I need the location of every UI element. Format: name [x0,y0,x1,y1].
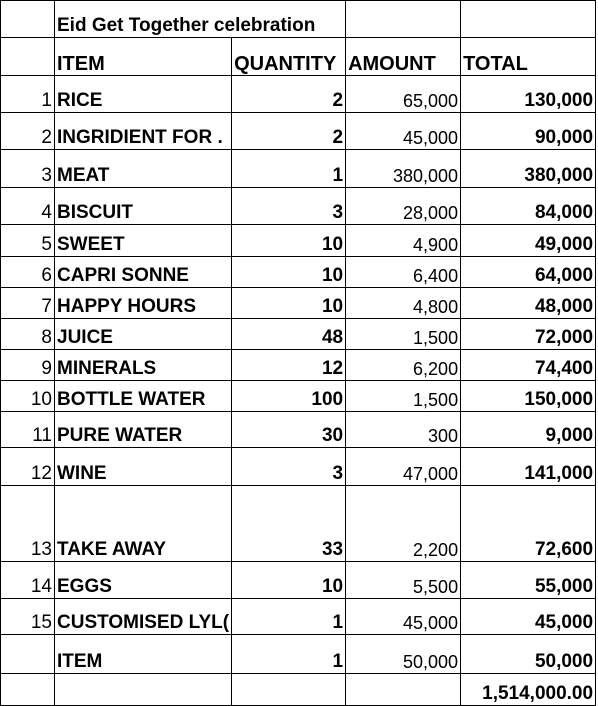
cell-blank[interactable] [1,1,55,38]
table-row [1,381,596,412]
quantity-cell[interactable]: 10 [232,288,346,319]
total-cell[interactable]: 150,000 [461,381,596,412]
table-row [1,76,596,113]
table-row [1,448,596,486]
quantity-cell[interactable]: 10 [232,225,346,257]
row-number[interactable]: 12 [1,448,55,486]
header-item[interactable]: ITEM [55,38,232,76]
total-cell[interactable]: 90,000 [461,113,596,150]
table-row [1,288,596,319]
row-number[interactable]: 13 [1,486,55,562]
item-name[interactable]: INGRIDIENT FOR . [55,113,232,150]
item-name[interactable]: BOTTLE WATER [55,381,232,412]
cell-blank[interactable] [1,38,55,76]
item-name[interactable]: WINE [55,448,232,486]
sheet-title[interactable]: Eid Get Together celebration [55,1,346,38]
quantity-cell[interactable]: 1 [232,599,346,635]
quantity-cell[interactable]: 33 [232,486,346,562]
quantity-cell[interactable]: 2 [232,76,346,113]
amount-cell[interactable]: 380,000 [346,150,461,188]
quantity-cell[interactable]: 2 [232,113,346,150]
item-name[interactable]: CAPRI SONNE [55,257,232,288]
row-number[interactable]: 14 [1,562,55,599]
cell-blank[interactable] [1,674,55,706]
table-row [1,486,596,562]
cell-blank[interactable] [346,1,461,38]
amount-cell[interactable]: 300 [346,412,461,448]
total-cell[interactable]: 84,000 [461,188,596,225]
item-name[interactable]: CUSTOMISED LYL( [55,599,232,635]
total-cell[interactable]: 55,000 [461,562,596,599]
table-row [1,599,596,635]
item-name[interactable]: RICE [55,76,232,113]
table-row [1,635,596,674]
amount-cell[interactable]: 65,000 [346,76,461,113]
row-number[interactable]: 8 [1,319,55,350]
row-number[interactable]: 2 [1,113,55,150]
total-cell[interactable]: 50,000 [461,635,596,674]
cell-blank[interactable] [232,674,346,706]
grand-total-row [1,674,596,706]
table-row [1,188,596,225]
total-cell[interactable]: 45,000 [461,599,596,635]
total-cell[interactable]: 9,000 [461,412,596,448]
total-cell[interactable]: 64,000 [461,257,596,288]
amount-cell[interactable]: 6,400 [346,257,461,288]
header-total[interactable]: TOTAL [461,38,596,76]
amount-cell[interactable]: 2,200 [346,486,461,562]
table-row [1,319,596,350]
amount-cell[interactable]: 45,000 [346,599,461,635]
total-cell[interactable]: 72,600 [461,486,596,562]
spreadsheet-body [1,1,596,706]
quantity-cell[interactable]: 1 [232,150,346,188]
total-cell[interactable]: 74,400 [461,350,596,381]
quantity-cell[interactable]: 100 [232,381,346,412]
row-number[interactable]: 5 [1,225,55,257]
row-number[interactable]: 9 [1,350,55,381]
quantity-cell[interactable]: 10 [232,257,346,288]
item-name[interactable]: BISCUIT [55,188,232,225]
item-name[interactable]: MINERALS [55,350,232,381]
header-amount[interactable]: AMOUNT [346,38,461,76]
item-name[interactable]: ITEM [55,635,232,674]
row-number[interactable]: 15 [1,599,55,635]
quantity-cell[interactable]: 3 [232,188,346,225]
total-cell[interactable]: 141,000 [461,448,596,486]
header-row [1,38,596,76]
table-row [1,150,596,188]
item-name[interactable]: PURE WATER [55,412,232,448]
amount-cell[interactable]: 1,500 [346,319,461,350]
amount-cell[interactable]: 1,500 [346,381,461,412]
cell-blank[interactable] [55,674,232,706]
amount-cell[interactable]: 5,500 [346,562,461,599]
total-cell[interactable]: 48,000 [461,288,596,319]
item-name[interactable]: HAPPY HOURS [55,288,232,319]
item-name[interactable]: EGGS [55,562,232,599]
row-number[interactable]: 3 [1,150,55,188]
amount-cell[interactable]: 47,000 [346,448,461,486]
item-name[interactable]: MEAT [55,150,232,188]
amount-cell[interactable]: 6,200 [346,350,461,381]
amount-cell[interactable]: 4,800 [346,288,461,319]
total-cell[interactable]: 72,000 [461,319,596,350]
quantity-cell[interactable]: 1 [232,635,346,674]
row-number[interactable]: 11 [1,412,55,448]
row-number[interactable]: 7 [1,288,55,319]
table-row [1,113,596,150]
table-row [1,412,596,448]
quantity-cell[interactable]: 10 [232,562,346,599]
quantity-cell[interactable]: 48 [232,319,346,350]
total-cell[interactable]: 49,000 [461,225,596,257]
item-name[interactable]: JUICE [55,319,232,350]
amount-cell[interactable]: 45,000 [346,113,461,150]
quantity-cell[interactable]: 30 [232,412,346,448]
total-cell[interactable]: 380,000 [461,150,596,188]
quantity-cell[interactable]: 3 [232,448,346,486]
row-number[interactable] [1,635,55,674]
amount-cell[interactable]: 28,000 [346,188,461,225]
item-name[interactable]: TAKE AWAY [55,486,232,562]
table-row [1,225,596,257]
total-cell[interactable]: 130,000 [461,76,596,113]
table-row [1,257,596,288]
cell-blank[interactable] [461,1,596,38]
header-quantity[interactable]: QUANTITY [232,38,346,76]
title-row [1,1,596,38]
table-row [1,562,596,599]
cell-blank[interactable] [346,674,461,706]
row-number[interactable]: 10 [1,381,55,412]
table-row [1,350,596,381]
row-number[interactable]: 1 [1,76,55,113]
amount-cell[interactable]: 4,900 [346,225,461,257]
row-number[interactable]: 6 [1,257,55,288]
quantity-cell[interactable]: 12 [232,350,346,381]
amount-cell[interactable]: 50,000 [346,635,461,674]
item-name[interactable]: SWEET [55,225,232,257]
grand-total[interactable]: 1,514,000.00 [461,674,596,706]
row-number[interactable]: 4 [1,188,55,225]
